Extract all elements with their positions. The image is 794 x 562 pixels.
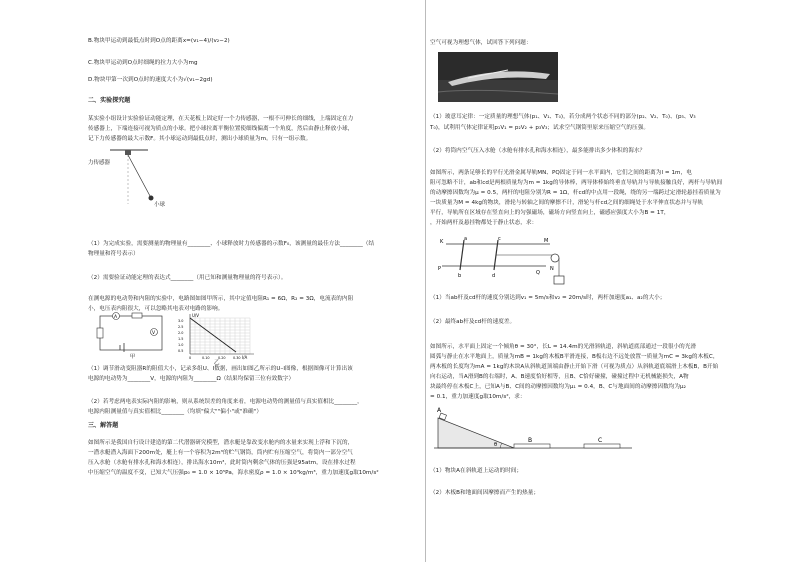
resistor-r1 <box>132 313 142 318</box>
xtick: 0.30 <box>233 356 241 360</box>
ytick: 2.0 <box>178 331 184 335</box>
q3-part-1: （1）玻意耳定律：一定质量的理想气体(p₁、V₁、T₀)，若分成两个状态不同的部分(p₂、V₂、T₀)、(p₃、V₃ <box>430 114 696 120</box>
q1-part: （2）需要验证动能定理的表达式________（用已知和测量物理量的符号表示）。 <box>88 275 287 281</box>
q1-line: 传感器上，下端连接可视为质点的小球。把小球拉离平衡位置使细线偏离一个角度，然后由静止释放小球， <box>88 126 354 132</box>
pendulum-figure <box>88 146 178 210</box>
q3-intro: 空气可视为理想气体，试回答下列问题： <box>430 40 532 46</box>
label-c: C <box>598 437 603 444</box>
label-p: P <box>438 266 442 272</box>
q1-line: 记下力传感器的最大示数F。其小球运动到最低点时，测出小球质量为m。只有一组示数。 <box>88 136 312 142</box>
option-c: C.物块甲运动到O点时细绳的拉力大小为mg <box>88 60 198 66</box>
q1-part: 物理量和符号表示） <box>88 251 139 257</box>
q4-line: ，开始两杆及悬挂物都处于静止状态，求： <box>430 220 538 226</box>
circuit-diagram <box>96 312 176 360</box>
q3-line: 中压缩空气的温度不变，已知大气压强p₀ = 1.0 × 10⁵Pa，海水密度ρ = 1.0 × 10³kg/m³，重力加速度g取10m/s² <box>88 470 379 476</box>
label-a: A <box>437 407 442 414</box>
q4-line: 如图所示，两条足够长的平行光滑金属导轨MN、PQ固定于同一水平面内，它们之间的距离为l = 1m，电 <box>430 170 692 176</box>
xtick: 0.20 <box>218 356 226 360</box>
graph-caption: 乙 <box>214 360 220 366</box>
option-b: B.物块甲运动到最低点时到O点的距离x=(v₁−4)/(v₂−2) <box>88 38 230 44</box>
q4-line: 阻可忽略不计，ab和cd是两根质量均为m = 1kg的导体棒，两导体棒始终垂直导轨并与导轨接触良好，两杆与导轨间 <box>430 180 723 186</box>
ytick: 2.5 <box>178 325 184 329</box>
q5-line: 圆弧与静止在水平地面上，质量为mB = 1kg的木板B平滑连接，B板右边不远处放置一质量为mC = 3kg的木板C， <box>430 354 719 360</box>
section-2-title: 二、实验探究题 <box>88 97 131 104</box>
graph-ylabel: U/V <box>192 313 200 318</box>
svg-text:V: V <box>152 331 156 336</box>
q5-part: （2）木板B和地面间因摩擦而产生的热量； <box>430 490 540 496</box>
label-k: K <box>440 239 444 245</box>
q3-line: 如图所示是我国自行设计建造的第二代潜器研究模型，潜水艇是靠改变水舱内的水量来实现上浮和下沉的， <box>88 440 354 446</box>
rod-ab <box>460 240 464 270</box>
q4-line: 的动摩擦因数均为μ = 0.5，两杆的电阻分别为R = 1Ω，杆cd的中点用一段绳，绕的另一端跨过定滑轮悬挂着质量为 <box>430 190 721 196</box>
xtick: 0.10 <box>202 356 210 360</box>
ytick: 1.0 <box>178 343 184 347</box>
rails-figure <box>440 230 570 288</box>
svg-text:A: A <box>114 315 118 320</box>
q1-line: 某实验小组设计实验验证动能定理，在天花板上固定好一个力传感器，一根不可伸长的细线，上端固定在力 <box>88 116 354 122</box>
q5-line: 块最终停在木板C上，已知A与B、C间的动摩擦因数均为μ₁ = 0.4，B、C与地面间的动摩擦因数均为μ₂ <box>430 384 686 390</box>
option-d: D.物块甲第一次到O点时的速度大小为√(v₁−2gd) <box>88 77 213 83</box>
q2-line: 在测电源的电动势和内阻的实验中，电路图如图甲所示，其中定值电阻R₁ = 6Ω，R₂ = 3Ω，电流表的内阻 <box>88 296 354 302</box>
ball <box>149 196 154 201</box>
q5-part: （1）物块A在斜轨道上运动的时间； <box>430 468 523 474</box>
sensor-label: 力传感器 <box>88 160 111 166</box>
left-column <box>88 0 420 562</box>
ui-line <box>190 318 236 352</box>
section-3-title: 三、解答题 <box>88 422 119 429</box>
ball-label: 小球 <box>154 202 166 208</box>
label-theta: θ <box>494 442 498 448</box>
q1-part: （1）为完成实验，需要测量的物理量有________、小球释放时力传感器的示数F₀，该测量的最佳方法________（结 <box>88 241 375 247</box>
q4-part: （2）最终ab杆及cd杆的速度差。 <box>430 319 516 325</box>
incline-figure <box>434 404 634 456</box>
board-b <box>514 444 550 448</box>
circuit-caption: 甲 <box>130 354 136 360</box>
q4-line: 一块质量为M = 4kg的物块，滑轮与转轴之间的摩擦不计，滑轮与杆cd之间的细绳处于水平伸直状态并与导轨 <box>430 200 704 206</box>
label-b: B <box>528 437 533 444</box>
q5-line: 如图所示，水平面上固定一个倾角θ = 30°，长L = 14.4m的光滑斜轨道，斜轨道底部通过一段很小的光滑 <box>430 344 697 350</box>
q2-part: （2）若考虑两电表实际内阻的影响，则从系统误差的角度来看，电源电动势的测量值与真实值相比________， <box>88 399 363 405</box>
resistor-r2 <box>97 328 103 338</box>
q4-part: （1）当ab杆及cd杆的速度分别达到v₁ = 5m/s和v₂ = 20m/s时，两杆加速度a₁、a₂的大小； <box>430 295 666 301</box>
ui-graph <box>176 312 256 360</box>
q2-part: 电源内阻测量值与真实值相比________（均填"偏大""偏小"或"准确"） <box>88 409 262 415</box>
q3-line: 压入水舱（水舱有排水孔和海水相连），排出海水10m³，此时筒内剩余气体的压强是95atm，设在排水过程 <box>88 460 356 466</box>
q5-line: 两木板的长度均为mA = 1kg的木块A从斜轨道顶端由静止开始下滑（可视为质点）从斜轨道底端滑上木板B，B开始 <box>430 364 719 370</box>
hanging-block <box>554 276 564 284</box>
q5-line: 向右运动，当A滑到B的右端时，A、B速度恰好相等，且B、C恰好碰撞，碰撞过程中无机械能损失，A物 <box>430 374 689 380</box>
graph-xlabel: I/A <box>242 355 248 360</box>
column-divider <box>425 0 426 562</box>
xtick: 0 <box>189 356 192 360</box>
ytick: 3.0 <box>178 319 184 323</box>
board-c <box>584 444 620 448</box>
label-a: a <box>464 236 468 242</box>
label-m: M <box>544 238 549 244</box>
q2-line: 小，电压表内阻很大，可以忽略其电表对电路的影响。 <box>88 306 224 312</box>
q4-line: 平行，导轨所在区域存在竖直向上的匀强磁场，磁场方向竖直向上，磁感应强度大小为B = 1T， <box>430 210 670 216</box>
q2-part: （1）调节滑动变阻器R的阻值大小，记录多组U、I数据，画出如图乙所示的U–I图像，根据图像可计算出该 <box>88 366 353 372</box>
pulley <box>551 254 559 262</box>
q2-part: 电源的电动势为________V，电源的内阻为________Ω（结果均保留三位有效数字） <box>88 376 295 382</box>
q3-line: 一潜水艇潜入海面下200m处，艇上有一个容积为2m³的贮气钢筒，筒内贮有压缩空气，将筒内一部分空气 <box>88 450 353 456</box>
label-d: d <box>492 273 496 279</box>
submarine-photo <box>438 52 558 102</box>
q5-line: = 0.1，重力加速度g取10m/s²，求： <box>430 394 526 400</box>
q3-part-1: T₀)，试利用气体定律证明p₁V₁ = p₂V₂ + p₃V₃；试求空气钢筒里原来压缩空气的压强。 <box>430 125 649 131</box>
right-column <box>430 0 766 562</box>
label-n: N <box>550 266 554 272</box>
label-q: Q <box>536 270 540 276</box>
label-c: c <box>498 236 501 242</box>
incline <box>438 418 514 448</box>
ytick: 1.5 <box>178 337 184 341</box>
label-b: b <box>458 273 462 279</box>
q3-part-2: （2）将筒内空气压入水舱（水舱有排水孔和海水相连），最多能排出多少体积的海水？ <box>430 148 646 154</box>
ytick: 0.5 <box>178 349 184 353</box>
force-sensor-block <box>125 150 131 155</box>
